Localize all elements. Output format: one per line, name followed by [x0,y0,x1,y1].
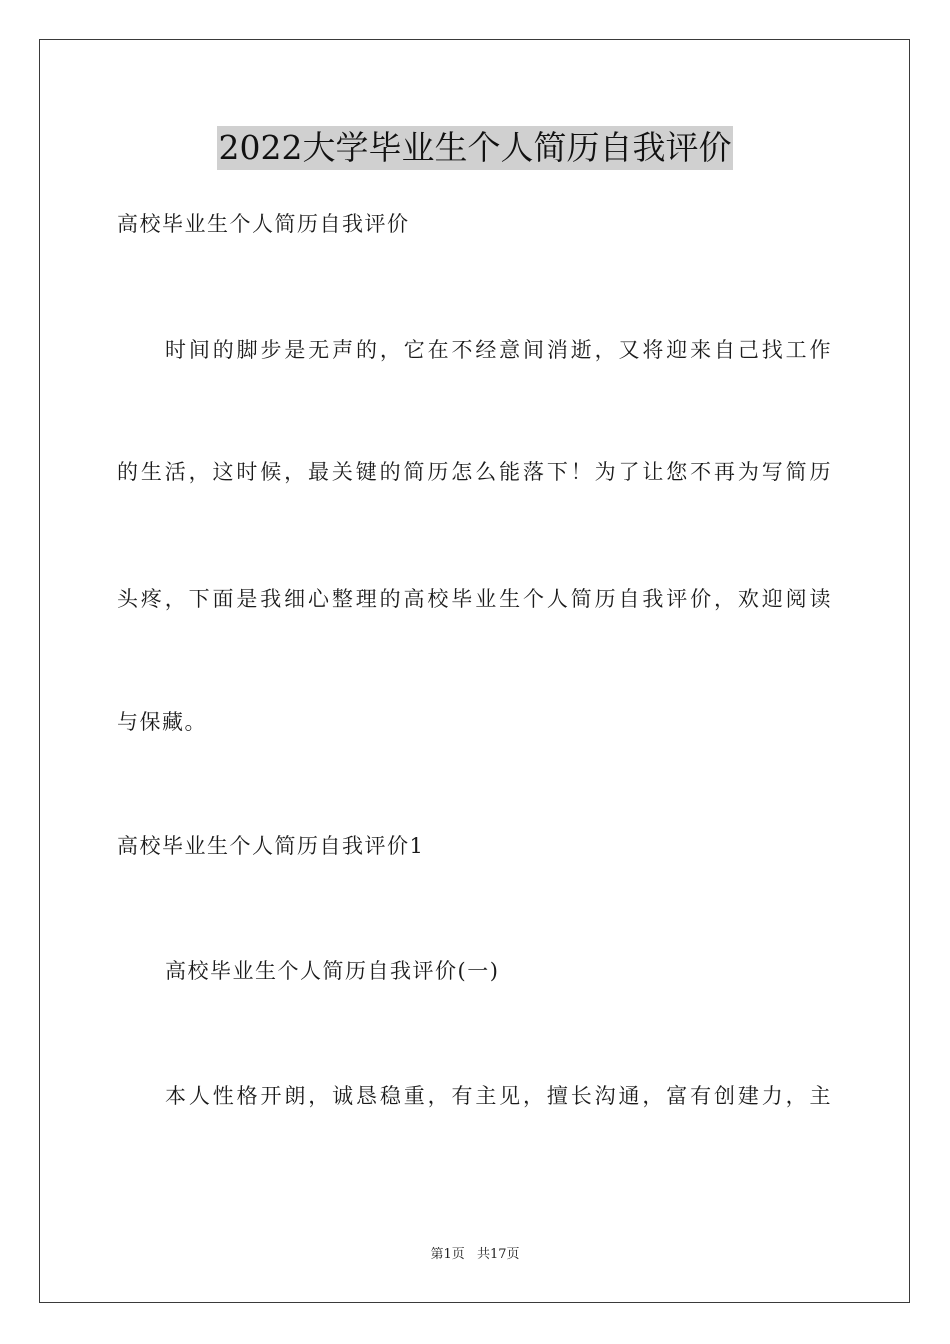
section-heading: 高校毕业生个人简历自我评价1 [117,834,425,858]
intro-line-3: 头疼，下面是我细心整理的高校毕业生个人简历自我评价，欢迎阅读 [117,587,832,611]
title-wrapper [0,126,950,170]
page-footer [0,1246,950,1264]
page-number: 第1页 [430,1247,465,1262]
body-line-1: 本人性格开朗，诚恳稳重，有主见，擅长沟通，富有创建力，主 [165,1084,832,1108]
subsection-heading: 高校毕业生个人简历自我评价(一) [165,959,500,983]
document-title: 2022大学毕业生个人简历自我评价 [217,126,734,170]
document-subtitle: 高校毕业生个人简历自我评价 [117,212,410,236]
page-total: 共17页 [476,1247,520,1262]
intro-line-1: 时间的脚步是无声的，它在不经意间消逝，又将迎来自己找工作 [165,338,832,362]
intro-line-4: 与保藏。 [117,710,207,734]
intro-line-2: 的生活，这时候，最关键的简历怎么能落下！为了让您不再为写简历 [117,460,832,484]
